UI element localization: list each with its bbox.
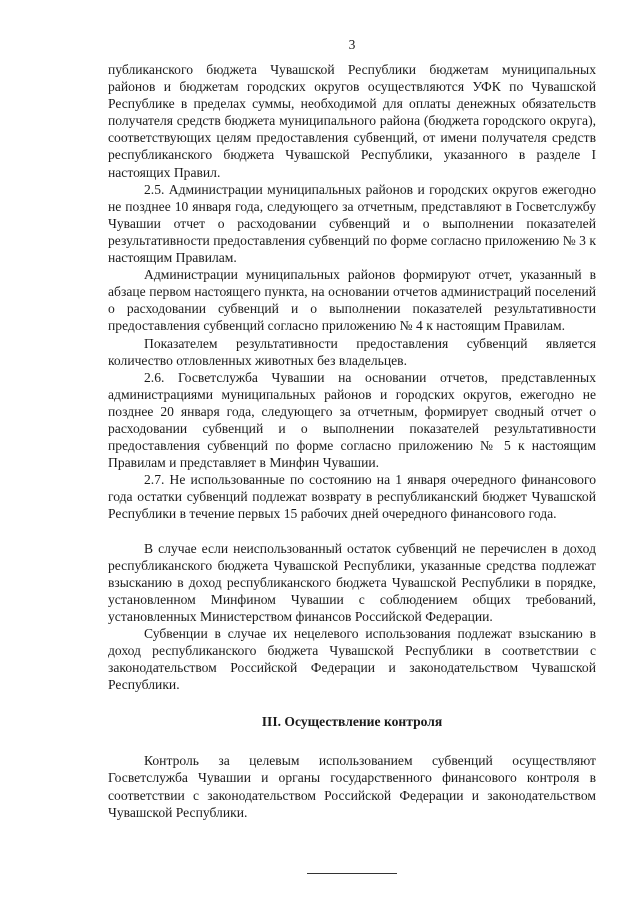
- paragraph-2-7-misuse: Субвенции в случае их нецелевого использования подлежат взысканию в доход республиканского бюджета Чувашской Республики в соответствии с законодательством Российской Федерации и законодательством Чувашской Республики.: [108, 626, 596, 693]
- paragraph-2-6: 2.6. Госветслужба Чувашии на основании отчетов, представленных администрациями муниципальных районов и городских округов, ежегодно не позднее 20 января года, следующего за отчетным, формирует сводный отчет о расходовании субвенций и о выполнении показателей результативности предоставления субвенций по форме согласно приложению № 5 к настоящим Правилам и представляет в Минфин Чувашии.: [108, 369, 596, 471]
- section-heading-control: III. Осуществление контроля: [261, 714, 443, 730]
- paragraph-2-5: 2.5. Администрации муниципальных районов и городских округов ежегодно не позднее 10 января года, следующего за отчетным, представляют в Госветслужбу Чувашии отчет о расходовании субвенций и о выполнении показателей результативности предоставления субвенций по форме согласно приложению № 3 к настоящим Правилам.: [108, 181, 596, 266]
- paragraph-2-7: 2.7. Не использованные по состоянию на 1 января очередного финансового года остатки субвенций подлежат возврату в республиканский бюджет Чувашской Республики в течение первых 15 рабочих дней очередного финансового года.: [108, 472, 596, 522]
- paragraph-2-5-report-basis: Администрации муниципальных районов формируют отчет, указанный в абзаце первом настоящего пункта, на основании отчетов администраций поселений о расходовании субвенций и о выполнении показателей результативности предоставления субвенций согласно приложению № 4 к настоящим Правилам.: [108, 267, 596, 334]
- paragraph-control: Контроль за целевым использованием субвенций осуществляют Госветслужба Чувашии и органы государственного финансового контроля в соответствии с законодательством Российской Федерации и законодательством Чувашской Республики.: [108, 753, 596, 820]
- paragraph-continuation: публиканского бюджета Чувашской Республики бюджетам муниципальных районов и бюджетам городских округов осуществляются УФК по Чувашской Республике в пределах суммы, необходимой для оплаты денежных обязательств получателя средств бюджета муниципального района (бюджета городского округа), соответствующих целям предоставления субвенций, от имени получателя средств республиканского бюджета Чувашской Республики, указанного в разделе I настоящих Правил.: [108, 62, 596, 180]
- end-of-document-rule: [307, 873, 397, 874]
- paragraph-2-5-indicator: Показателем результативности предоставления субвенций является количество отловленных животных без владельцев.: [108, 335, 596, 368]
- paragraph-2-7-recovery: В случае если неиспользованный остаток субвенций не перечислен в доход республиканского бюджета Чувашской Республики, указанные средства подлежат взысканию в доход республиканского бюджета Чувашской Республики в порядке, установленном Минфином Чувашии с соблюдением общих требований, установленных Министерством финансов Российской Федерации.: [108, 540, 596, 624]
- document-body: [108, 61, 596, 821]
- page-number: 3: [348, 37, 356, 52]
